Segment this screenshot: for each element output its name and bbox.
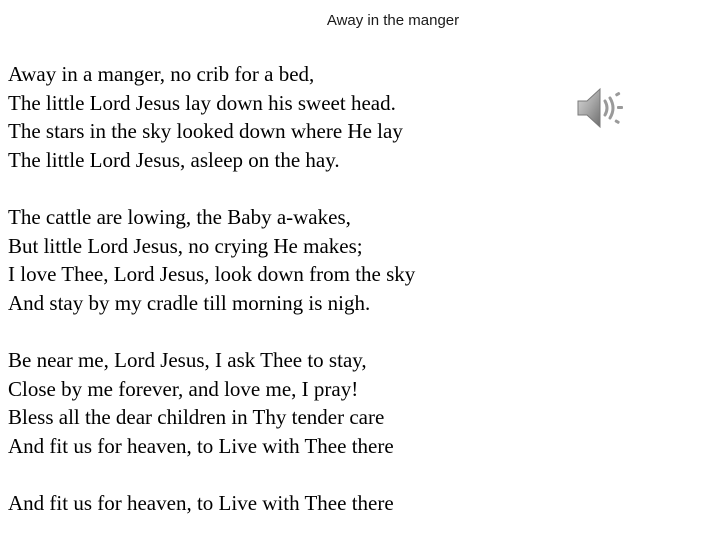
lyric-line: Bless all the dear children in Thy tender care [8, 405, 385, 430]
lyric-line: Away in a manger, no crib for a bed, [8, 62, 315, 86]
lyric-line: I love Thee, Lord Jesus, look down from the sky [8, 262, 416, 287]
lyric-line: But little Lord Jesus, no crying He makes; [8, 233, 363, 258]
stanza-4 [8, 489, 568, 518]
lyrics [8, 60, 568, 518]
stanza-3 [8, 346, 568, 460]
lyric-line: The little Lord Jesus lay down his sweet head. [8, 90, 396, 115]
lyric-line: The little Lord Jesus, asleep on the hay. [8, 147, 340, 172]
lyric-line: The cattle are lowing, the Baby a-wakes, [8, 204, 351, 229]
lyric-line: And fit us for heaven, to Live with Thee there [8, 490, 394, 515]
lyric-line: And stay by my cradle till morning is nigh. [8, 290, 371, 315]
slide-title: Away in the manger [326, 12, 460, 29]
lyric-line: The stars in the sky looked down where He lay [8, 119, 403, 144]
speaker-icon-graphic [574, 84, 626, 132]
speaker-icon[interactable] [574, 84, 626, 132]
lyric-line: Close by me forever, and love me, I pray! [8, 376, 359, 401]
stanza-1 [8, 60, 568, 174]
lyric-line: And fit us for heaven, to Live with Thee there [8, 433, 394, 458]
lyric-line: Be near me, Lord Jesus, I ask Thee to stay, [8, 347, 367, 372]
stanza-2 [8, 203, 568, 317]
